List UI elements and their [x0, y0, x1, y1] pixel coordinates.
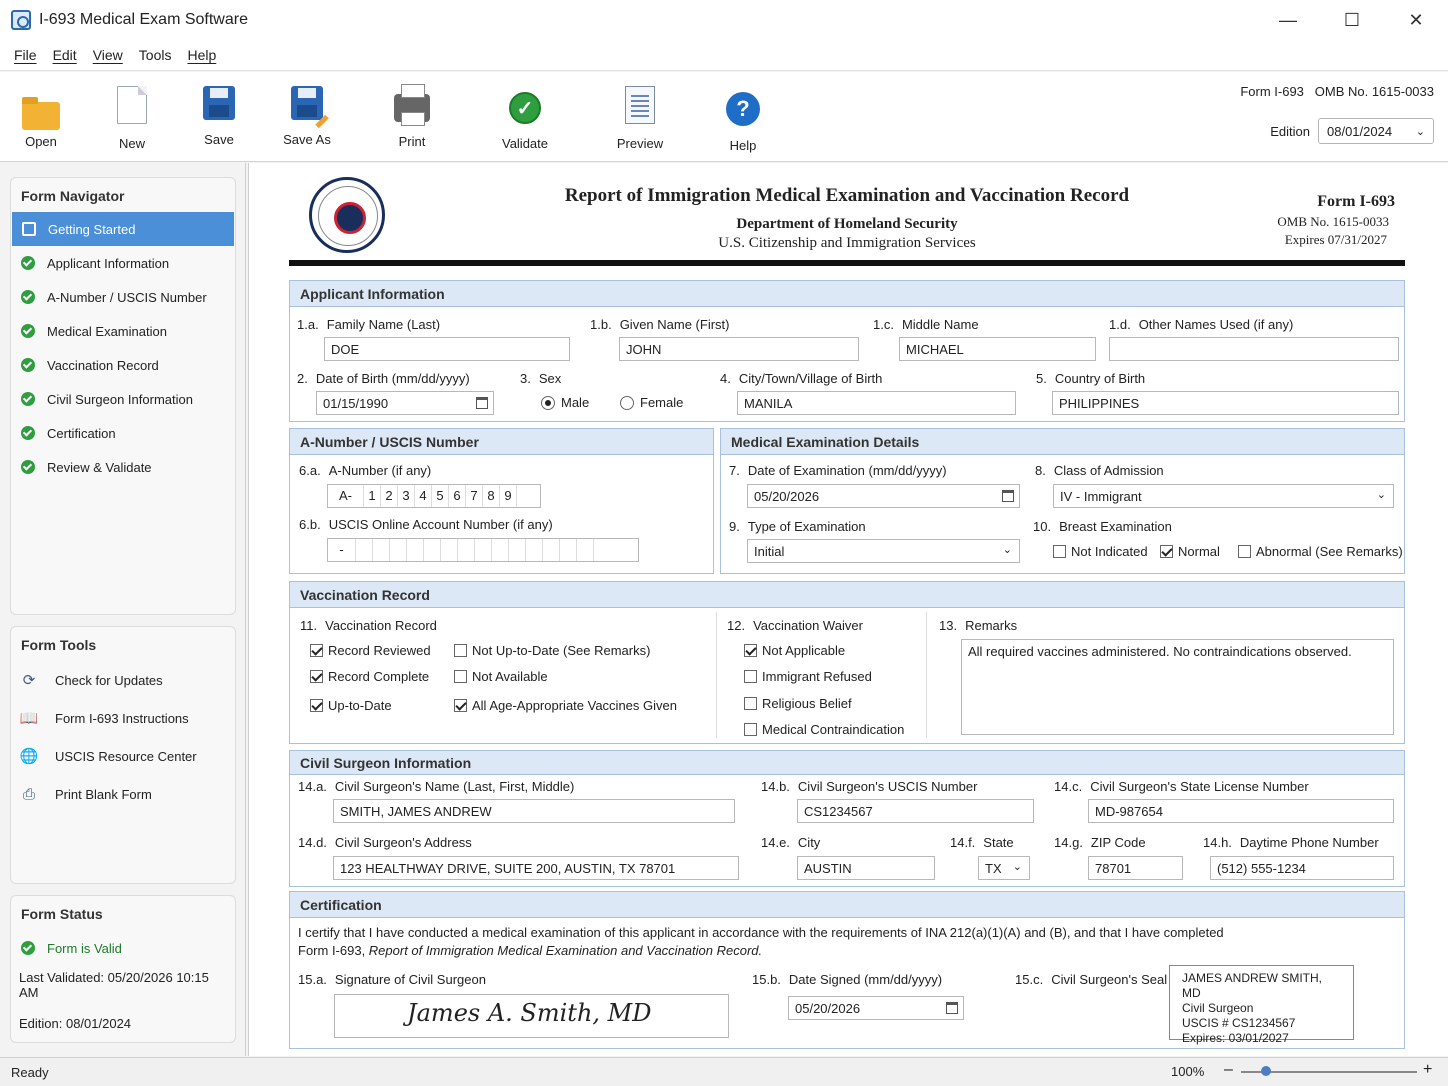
surgeon-zip-label: 14.g. ZIP Code — [1054, 835, 1146, 850]
tool-label: Form I-693 Instructions — [55, 710, 189, 726]
edition-row — [1270, 118, 1434, 144]
surgeon-license-input[interactable]: MD-987654 — [1088, 799, 1394, 823]
cell — [526, 539, 543, 561]
remarks-label: 13. Remarks — [939, 618, 1018, 633]
print-blank-link[interactable] — [11, 775, 235, 813]
zoom-in-button[interactable]: + — [1423, 1061, 1433, 1078]
record-complete-checkbox[interactable] — [310, 670, 323, 683]
a-number-digit: 3 — [398, 485, 415, 507]
form-tools-title: Form Tools — [21, 637, 97, 653]
check-circle-icon — [21, 426, 35, 440]
seal-line: USCIS # CS1234567 — [1182, 1016, 1296, 1030]
check-circle-icon — [21, 941, 35, 955]
nav-label: Review & Validate — [47, 459, 152, 475]
resource-center-link[interactable] — [11, 737, 235, 775]
check-circle-icon — [21, 324, 35, 338]
menu-tools[interactable]: Tools — [138, 47, 172, 63]
sex-male-radio[interactable] — [541, 396, 555, 410]
refresh-icon: ⟳ — [22, 672, 36, 689]
cell — [441, 539, 458, 561]
country-birth-label: 5. Country of Birth — [1036, 371, 1146, 386]
surgeon-state-select[interactable] — [978, 856, 1030, 880]
nav-label: Civil Surgeon Information — [47, 391, 193, 407]
menu-help[interactable]: Help — [187, 47, 217, 63]
menu-bar — [0, 40, 1448, 71]
immigrant-refused-label: Immigrant Refused — [762, 669, 872, 684]
city-birth-input[interactable]: MANILA — [737, 391, 1016, 415]
surgeon-phone-label: 14.h. Daytime Phone Number — [1203, 835, 1379, 850]
window-title: I-693 Medical Exam Software — [39, 11, 248, 28]
medical-examination-section — [720, 428, 1405, 574]
new-document-icon — [117, 86, 147, 124]
chevron-down-icon: ⌄ — [1376, 489, 1386, 501]
save-button[interactable] — [179, 82, 259, 156]
family-name-label: 1.a. Family Name (Last) — [297, 317, 441, 332]
printer-icon: ⎙ — [22, 785, 35, 803]
dob-input[interactable] — [316, 391, 494, 415]
save-icon — [203, 86, 235, 120]
calendar-icon[interactable] — [946, 1002, 958, 1014]
medical-contraindication-label: Medical Contraindication — [762, 722, 905, 737]
section-title: Civil Surgeon Information — [290, 751, 1404, 775]
preview-label: Preview — [616, 136, 664, 151]
status-bar — [0, 1057, 1448, 1086]
agency-name: U.S. Citizenship and Immigration Services — [718, 235, 976, 251]
record-reviewed-checkbox[interactable] — [310, 644, 323, 657]
other-names-label: 1.d. Other Names Used (if any) — [1109, 317, 1294, 332]
close-button[interactable]: ✕ — [1408, 9, 1424, 30]
breast-exam-label: 10. Breast Examination — [1033, 519, 1172, 534]
a-number-digit: 9 — [500, 485, 517, 507]
divider — [716, 612, 717, 738]
surgeon-license-label: 14.c. Civil Surgeon's State License Number — [1054, 779, 1309, 794]
save-as-label: Save As — [283, 132, 331, 147]
document-header — [289, 173, 1405, 263]
exam-date-label: 7. Date of Examination (mm/dd/yyyy) — [729, 463, 947, 478]
certification-section — [289, 891, 1405, 1049]
book-icon: 📖 — [19, 710, 39, 727]
surgeon-uscis-input[interactable]: CS1234567 — [797, 799, 1034, 823]
surgeon-zip-input[interactable]: 78701 — [1088, 856, 1183, 880]
section-title: A-Number / USCIS Number — [290, 429, 713, 455]
edition-label: Edition — [1270, 123, 1310, 139]
vaccination-record-section — [289, 581, 1405, 744]
nav-getting-started[interactable] — [12, 212, 234, 246]
app-icon — [11, 10, 31, 30]
last-validated: Last Validated: 05/20/2026 10:15 AM — [19, 970, 209, 1000]
section-title: Applicant Information — [290, 281, 1404, 307]
folder-icon — [22, 102, 60, 130]
not-available-checkbox[interactable] — [454, 670, 467, 683]
signature-label: 15.a. Signature of Civil Surgeon — [298, 972, 486, 987]
seal-label: 15.c. Civil Surgeon's Seal — [1015, 972, 1168, 987]
nav-label: Vaccination Record — [47, 357, 159, 373]
certification-text-line2: Form I-693, Report of Immigration Medical Examination and Vaccination Record. — [298, 943, 763, 958]
a-number-digit: 4 — [415, 485, 432, 507]
save-as-icon — [291, 86, 323, 120]
middle-name-input[interactable]: MICHAEL — [899, 337, 1096, 361]
check-circle-icon — [21, 256, 35, 270]
surgeon-name-input[interactable]: SMITH, JAMES ANDREW — [333, 799, 735, 823]
normal-checkbox[interactable] — [1160, 545, 1173, 558]
sex-label: 3. Sex — [520, 371, 562, 386]
nav-label: A-Number / USCIS Number — [47, 289, 207, 305]
edition-select[interactable] — [1318, 118, 1434, 144]
save-label: Save — [204, 132, 234, 147]
open-button[interactable] — [1, 82, 81, 156]
certification-text-line1: I certify that I have conducted a medical examination of this applicant in accordance with the requirements of INA 212(a)(1)(A) and (B), and that I have completed — [298, 925, 1224, 940]
new-button[interactable] — [92, 82, 172, 156]
date-signed-label: 15.b. Date Signed (mm/dd/yyyy) — [752, 972, 943, 987]
dob-label: 2. Date of Birth (mm/dd/yyyy) — [297, 371, 470, 386]
remarks-textarea[interactable]: All required vaccines administered. No contraindications observed. — [961, 639, 1394, 735]
preview-document-icon — [625, 86, 655, 124]
cell — [492, 539, 509, 561]
not-applicable-label: Not Applicable — [762, 643, 846, 658]
surgeon-city-label: 14.e. City — [761, 835, 821, 850]
family-name-input[interactable]: DOE — [324, 337, 570, 361]
cell — [356, 539, 373, 561]
all-vaccines-given-label: All Age-Appropriate Vaccines Given — [472, 698, 677, 713]
a-number-digit: 5 — [432, 485, 449, 507]
uscis-account-label: 6.b. USCIS Online Account Number (if any) — [299, 517, 553, 532]
cell — [424, 539, 441, 561]
vaccination-waiver-label: 12. Vaccination Waiver — [727, 618, 863, 633]
surgeon-seal-box — [1169, 965, 1354, 1045]
abnormal-label: Abnormal (See Remarks) — [1256, 544, 1403, 559]
printer-icon — [394, 94, 430, 122]
seal-line: Expires: 03/01/2027 — [1182, 1031, 1289, 1045]
a-number-digit: 8 — [483, 485, 500, 507]
toolbar — [0, 72, 1448, 162]
nav-medical-examination[interactable] — [11, 314, 235, 348]
religious-belief-label: Religious Belief — [762, 696, 852, 711]
not-up-to-date-checkbox[interactable] — [454, 644, 467, 657]
up-to-date-checkbox[interactable] — [310, 699, 323, 712]
a-number-digit: 1 — [364, 485, 381, 507]
cell — [407, 539, 424, 561]
uscis-account-input[interactable] — [327, 538, 639, 562]
city-birth-label: 4. City/Town/Village of Birth — [720, 371, 883, 386]
zoom-level: 100% — [1171, 1064, 1205, 1079]
surgeon-uscis-label: 14.b. Civil Surgeon's USCIS Number — [761, 779, 978, 794]
nav-label: Medical Examination — [47, 323, 167, 339]
surgeon-address-input[interactable]: 123 HEALTHWAY DRIVE, SUITE 200, AUSTIN, TX 78701 — [333, 856, 739, 880]
print-label: Print — [398, 134, 426, 149]
class-admission-select[interactable] — [1053, 484, 1394, 508]
department-name: Department of Homeland Security — [736, 216, 958, 232]
check-circle-icon — [21, 358, 35, 372]
cell — [560, 539, 577, 561]
class-admission-label: 8. Class of Admission — [1035, 463, 1164, 478]
cell — [577, 539, 594, 561]
not-applicable-checkbox[interactable] — [744, 644, 757, 657]
dob-value: 01/15/1990 — [323, 396, 389, 411]
date-signed-input[interactable] — [788, 996, 964, 1020]
print-button[interactable] — [372, 82, 452, 156]
help-icon: ? — [726, 92, 760, 126]
cell — [543, 539, 560, 561]
zoom-slider-thumb[interactable] — [1261, 1066, 1271, 1076]
male-label: Male — [561, 395, 590, 410]
normal-label: Normal — [1178, 544, 1220, 559]
exam-type-select[interactable] — [747, 539, 1020, 563]
menu-edit[interactable]: Edit — [52, 47, 77, 63]
check-circle-icon — [21, 460, 35, 474]
preview-button[interactable] — [600, 82, 680, 156]
chevron-down-icon: ⌄ — [1002, 544, 1012, 556]
sex-female-radio[interactable] — [620, 396, 634, 410]
calendar-icon[interactable] — [1002, 490, 1014, 502]
seal-line: Civil Surgeon — [1182, 1001, 1254, 1015]
applicant-information-section — [289, 280, 1405, 422]
form-label: Form I-693 — [1240, 84, 1304, 99]
tool-label: Check for Updates — [55, 672, 163, 688]
omb-label: OMB No. 1615-0033 — [1314, 84, 1434, 99]
cell — [458, 539, 475, 561]
not-indicated-label: Not Indicated — [1071, 544, 1148, 559]
chevron-down-icon: ⌄ — [1415, 125, 1425, 138]
surgeon-state-label: 14.f. State — [950, 835, 1014, 850]
signature-value: James A. Smith, MD — [407, 999, 652, 1027]
nav-certification[interactable] — [11, 416, 235, 450]
status-text: Ready — [11, 1065, 49, 1080]
form-status-panel — [10, 895, 236, 1043]
help-label: Help — [729, 138, 757, 153]
a-number-digit: 7 — [466, 485, 483, 507]
vaccination-record-label: 11. Vaccination Record — [300, 618, 437, 633]
nav-label: Getting Started — [48, 221, 136, 237]
class-admission-value: IV - Immigrant — [1060, 489, 1142, 504]
a-number-label: 6.a. A-Number (if any) — [299, 463, 432, 478]
help-button[interactable] — [703, 82, 783, 156]
cell — [475, 539, 492, 561]
all-vaccines-given-checkbox[interactable] — [454, 699, 467, 712]
new-label: New — [118, 136, 145, 151]
nav-applicant-information[interactable] — [11, 246, 235, 280]
cell — [509, 539, 526, 561]
surgeon-address-label: 14.d. Civil Surgeon's Address — [298, 835, 472, 850]
chevron-down-icon: ⌄ — [1012, 861, 1022, 873]
date-signed-value: 05/20/2026 — [795, 1001, 861, 1016]
section-title: Vaccination Record — [290, 582, 1404, 608]
validate-label: Validate — [501, 136, 548, 151]
cell — [373, 539, 390, 561]
female-label: Female — [640, 395, 684, 410]
not-indicated-checkbox[interactable] — [1053, 545, 1066, 558]
menu-file[interactable]: File — [14, 47, 37, 63]
given-name-input[interactable]: JOHN — [619, 337, 859, 361]
validate-button[interactable] — [485, 82, 565, 156]
religious-belief-checkbox[interactable] — [744, 697, 757, 710]
section-title: Medical Examination Details — [721, 429, 1404, 455]
title-bar — [0, 0, 1448, 40]
seal-line: JAMES ANDREW SMITH, MD — [1182, 971, 1323, 1000]
nav-label: Applicant Information — [47, 255, 170, 271]
zoom-out-button[interactable]: – — [1224, 1061, 1233, 1078]
surgeon-city-input[interactable]: AUSTIN — [797, 856, 935, 880]
middle-name-label: 1.c. Middle Name — [873, 317, 979, 332]
form-number: Form I-693 — [1317, 193, 1395, 210]
exam-type-label: 9. Type of Examination — [729, 519, 866, 534]
check-circle-icon — [21, 392, 35, 406]
surgeon-phone-input[interactable]: (512) 555-1234 — [1210, 856, 1394, 880]
country-birth-input[interactable]: PHILIPPINES — [1052, 391, 1399, 415]
given-name-label: 1.b. Given Name (First) — [590, 317, 730, 332]
signature-field[interactable] — [334, 994, 729, 1038]
omb-number: OMB No. 1615-0033 — [1277, 214, 1389, 229]
a-number-section — [289, 428, 714, 574]
civil-surgeon-section — [289, 750, 1405, 887]
immigrant-refused-checkbox[interactable] — [744, 670, 757, 683]
calendar-icon[interactable] — [476, 397, 488, 409]
nav-vaccination-record[interactable] — [11, 348, 235, 382]
sidebar — [0, 163, 246, 1056]
form-omb-info — [1240, 84, 1434, 99]
other-names-input[interactable] — [1109, 337, 1399, 361]
form-navigator-panel — [10, 177, 236, 615]
maximize-button[interactable]: ☐ — [1343, 9, 1361, 30]
minimize-button[interactable]: — — [1279, 9, 1297, 30]
exam-date-input[interactable] — [747, 484, 1020, 508]
menu-view[interactable]: View — [92, 47, 123, 63]
expiration-date: Expires 07/31/2027 — [1284, 232, 1387, 247]
nav-civil-surgeon[interactable] — [11, 382, 235, 416]
state-value: TX — [985, 861, 1002, 876]
checkmark-circle-icon: ✓ — [509, 92, 541, 124]
valid-label: Form is Valid — [47, 940, 122, 956]
nav-review-validate[interactable] — [11, 450, 235, 484]
header-rule — [289, 260, 1405, 266]
instructions-link[interactable] — [11, 699, 235, 737]
uscis-prefix: - — [328, 539, 356, 561]
globe-icon: 🌐 — [19, 748, 39, 765]
form-valid-status — [11, 930, 235, 966]
check-circle-icon — [21, 290, 35, 304]
record-complete-label: Record Complete — [328, 669, 430, 684]
form-tools-panel — [10, 626, 236, 884]
tool-label: Print Blank Form — [55, 786, 152, 802]
nav-label: Certification — [47, 425, 116, 441]
exam-date-value: 05/20/2026 — [754, 489, 820, 504]
exam-type-value: Initial — [754, 544, 785, 559]
tool-label: USCIS Resource Center — [55, 748, 197, 764]
document-area — [248, 163, 1448, 1056]
a-number-input[interactable] — [327, 484, 541, 508]
a-number-digit: 6 — [449, 485, 466, 507]
document-title: Report of Immigration Medical Examination and Vaccination Record — [564, 185, 1130, 206]
section-title: Certification — [290, 892, 1404, 918]
form-navigator-title: Form Navigator — [21, 188, 125, 204]
check-updates-link[interactable] — [11, 661, 235, 699]
surgeon-name-label: 14.a. Civil Surgeon's Name (Last, First, Middle) — [298, 779, 575, 794]
abnormal-checkbox[interactable] — [1238, 545, 1251, 558]
square-icon — [22, 222, 36, 236]
cell — [390, 539, 407, 561]
record-reviewed-label: Record Reviewed — [328, 643, 431, 658]
cell — [594, 539, 611, 561]
not-available-label: Not Available — [472, 669, 548, 684]
open-label: Open — [25, 134, 57, 149]
a-number-prefix: A- — [328, 485, 364, 507]
edition-value: 08/01/2024 — [1327, 123, 1393, 139]
form-status-title: Form Status — [21, 906, 103, 922]
nav-a-number[interactable] — [11, 280, 235, 314]
save-as-button[interactable] — [267, 82, 347, 156]
not-up-to-date-label: Not Up-to-Date (See Remarks) — [472, 643, 651, 658]
a-number-digit: 2 — [381, 485, 398, 507]
up-to-date-label: Up-to-Date — [328, 698, 392, 713]
edition-info: Edition: 08/01/2024 — [19, 1016, 132, 1031]
medical-contraindication-checkbox[interactable] — [744, 723, 757, 736]
divider — [926, 612, 927, 738]
